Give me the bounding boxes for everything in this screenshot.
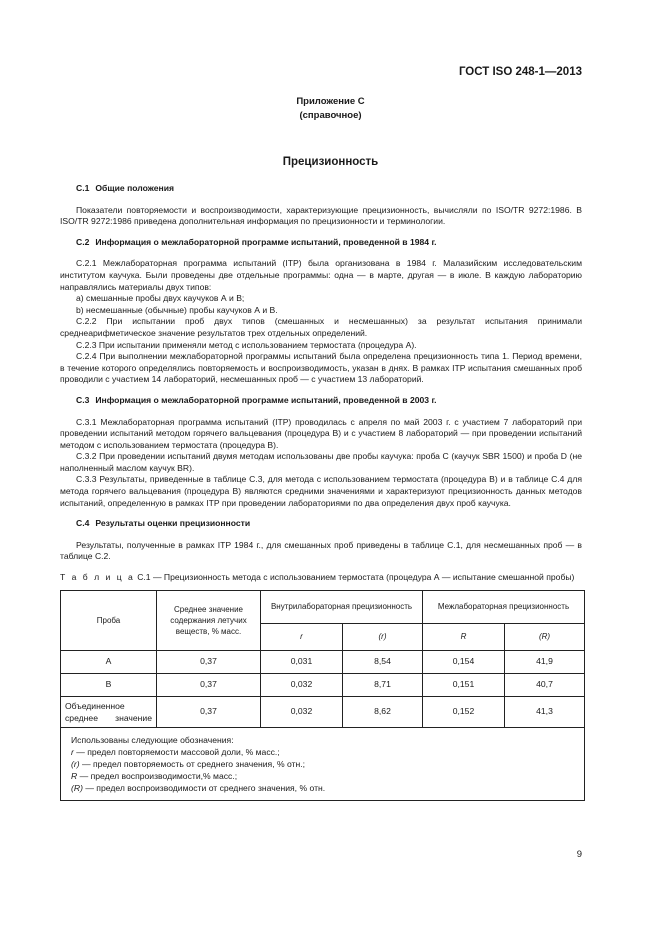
header-R-rel: (R) [505,623,585,650]
page-number: 9 [576,849,582,860]
paragraph-c3-3: С.3.3 Результаты, приведенные в таблице С.3, для метода с использованием термостата (процедура В) и в таблице С.4 для метода горячего вальцевания (процедура В) являются средними значениями и характеризуют прецизионность данных методов испытаний, определенную в рамках ITP при проведении лабораториями по два определения двух проб каучука. [60,474,582,508]
cell-sample: А [61,650,157,673]
cell-r: 0,032 [261,696,343,727]
cell-sample: В [61,673,157,696]
paragraph-c3-2: С.3.2 При проведении испытаний двумя методам использованы две пробы каучука: проба С (каучук SBR 1500) и проба D (не наполненный маслом каучук BR). [60,451,582,473]
note-line: r — предел повторяемости массовой доли, % масс.; [71,746,280,757]
table-row [61,673,585,696]
header-R: R [423,623,505,650]
cell-R-rel: 41,9 [505,650,585,673]
paragraph-c2-2: С.2.2 При испытании проб двух типов (смешанных и несмешанных) за результат испытания принимали среднеарифметическое значение результатов трех отдельных определений. [60,316,582,338]
table-caption-text: С.1 — Прецизионность метода с использованием термостата (процедура А — испытание смешанной пробы) [137,572,575,583]
section-title: Результаты оценки прецизионности [95,518,251,529]
cell-mean: 0,37 [157,673,261,696]
cell-r-rel: 8,54 [343,650,423,673]
paragraph-c3-1: С.3.1 Межлабораторная программа испытаний (ITP) проводилась с апреля по май 2003 г. с участием 7 лабораторий при проведении испытаний методом горячего вальцевания (процедура В) и с участием 8 лабораторий — при проведении испытаний методом с использованием термостата (процедура В). [60,416,582,450]
section-heading-c3 [76,395,582,407]
note-line: (R) — предел воспроизводимости от среднего значения, % отн. [71,782,326,793]
paragraph-c2-4: С.2.4 При выполнении межлабораторной программы испытаний была определена прецизионность типа 1. Период времени, в течение которого определялись повторяемость и воспроизводимость, указан в днях. В рамках ITP испытания смешанных проб проводили с участием 14 лабораторий, несмешанных проб — с участием 13 лабораторий. [60,351,582,385]
cell-R: 0,154 [423,650,505,673]
section-heading-c4 [76,518,582,530]
cell-R-rel: 41,3 [505,696,585,727]
cell-R-rel: 40,7 [505,673,585,696]
note-line: (r) — предел повторяемость от среднего значения, % отн.; [71,758,306,769]
cell-mean: 0,37 [157,650,261,673]
cell-r-rel: 8,62 [343,696,423,727]
list-item-a: а) смешанные пробы двух каучуков А и В; [76,293,245,304]
table-row [61,650,585,673]
section-title: Общие положения [95,183,175,193]
paragraph-c2-3: С.2.3 При испытании применяли метод с использованием термостата (процедура А). [76,339,417,350]
table-header-row [61,590,585,623]
appendix-heading [0,95,661,123]
table-caption-label: Т а б л и ц а [60,572,135,583]
note-line: R — предел воспроизводимости,% масс.; [71,770,238,781]
notes-intro: Использованы следующие обозначения: [71,734,234,745]
section-number: С.3 [76,394,90,405]
section-heading-c2 [76,237,582,249]
paragraph-c4: Результаты, полученные в рамках ITP 1984 г., для смешанных проб приведены в таблице С.1, для несмешанных проб — в таблице С.2. [60,539,582,562]
header-between-lab: Межлабораторная прецизионность [423,590,585,623]
main-content [60,183,582,801]
section-number: С.4 [76,518,90,529]
cell-mean: 0,37 [157,696,261,727]
table-notes [61,727,585,800]
cell-sample: Объединенное среднее значение [61,696,157,727]
section-title: Информация о межлабораторной программе испытаний, проведенной в 2003 г. [95,394,437,405]
table-row [61,696,585,727]
header-mean: Среднее значение содержания летучих веществ, % масс. [157,590,261,650]
cell-R: 0,152 [423,696,505,727]
cell-r: 0,032 [261,673,343,696]
cell-r-rel: 8,71 [343,673,423,696]
header-r-rel: (r) [343,623,423,650]
page-title: Прецизионность [282,156,379,168]
header-sample: Проба [61,590,157,650]
precision-table [60,590,585,801]
document-id: ГОСТ ISO 248-1—2013 [458,66,582,78]
section-heading-c1 [76,183,582,195]
section-number: С.1 [76,183,90,193]
header-within-lab: Внутрилабораторная прецизионность [261,590,423,623]
cell-R: 0,151 [423,673,505,696]
appendix-type: (справочное) [299,110,362,121]
paragraph-c2-1: С.2.1 Межлабораторная программа испытаний (ITP) была организована в 1984 г. Малазийским исследовательским институтом каучука. Были проведены две отдельные программы: одна — в марте, другая — в июле. В каждую лабораторию направлялись материалы двух типов: [60,258,582,292]
header-r: r [261,623,343,650]
table-caption [60,572,582,584]
list-item-b: b) несмешанные (обычные) пробы каучуков А и В. [76,304,278,315]
table-notes-row [61,727,585,800]
paragraph-c1: Показатели повторяемости и воспроизводимости, характеризующие прецизионность, вычисляли по ISO/TR 9272:1986. В ISO/TR 9272:1986 приведена дополнительная информация по прецизионности и терминологии. [60,204,582,227]
cell-r: 0,031 [261,650,343,673]
section-title: Информация о межлабораторной программе испытаний, проведенной в 1984 г. [95,236,437,247]
appendix-label: Приложение С [296,96,365,107]
section-number: С.2 [76,236,90,247]
